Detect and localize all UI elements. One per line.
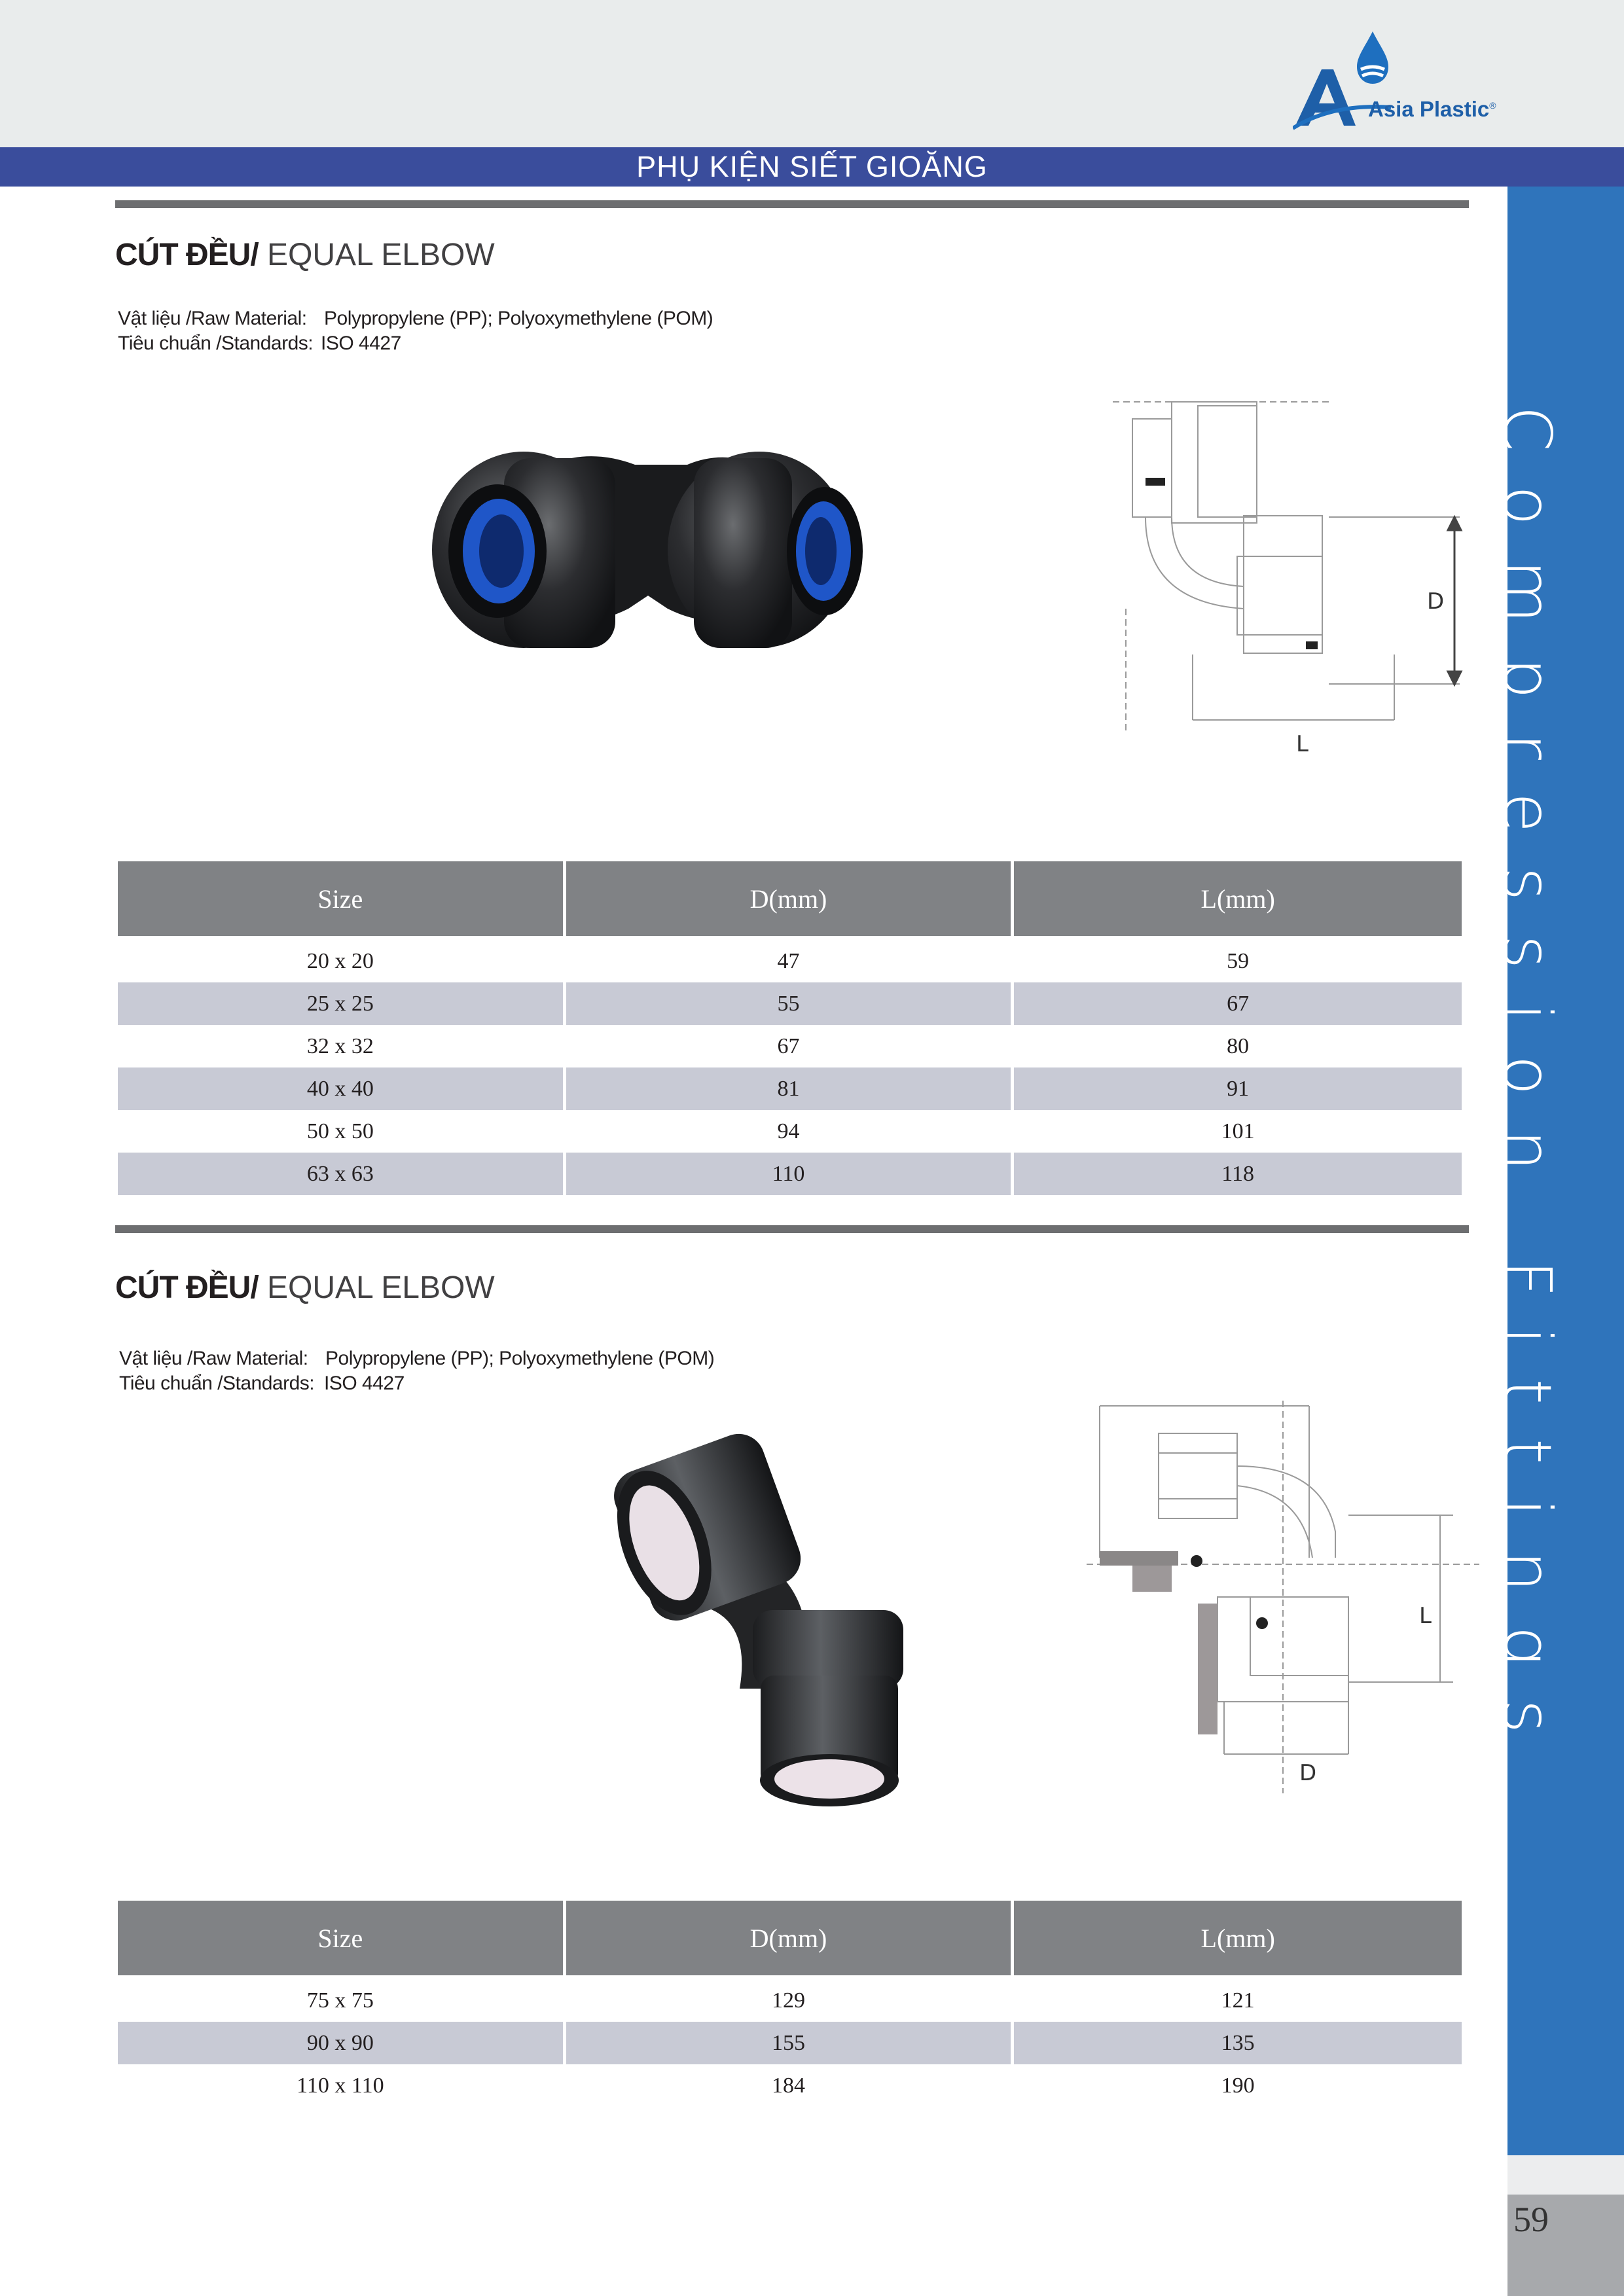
- table-cell: 110: [566, 1153, 1014, 1195]
- table-cell: 75 x 75: [118, 1979, 566, 2022]
- standard-value: ISO 4427: [321, 332, 401, 354]
- section-rule: [115, 1225, 1469, 1233]
- header-d: D(mm): [566, 861, 1014, 936]
- header-l: L(mm): [1014, 861, 1462, 936]
- table-cell: 135: [1014, 2022, 1462, 2064]
- table-row: [118, 940, 1462, 982]
- standard-label: Tiêu chuẩn /Standards:: [118, 332, 314, 354]
- table-row: [118, 2022, 1462, 2064]
- section-heading: CÚT ĐỀU/ EQUAL ELBOW: [115, 1270, 495, 1305]
- size-table: [118, 1901, 1462, 2107]
- table-cell: 40 x 40: [118, 1067, 566, 1110]
- table-cell: 90 x 90: [118, 2022, 566, 2064]
- table-cell: 50 x 50: [118, 1110, 566, 1153]
- table-row: [118, 982, 1462, 1025]
- page-number: 59: [1513, 2200, 1549, 2239]
- product-photo-elbow: [419, 439, 903, 687]
- standard-label: Tiêu chuẩn /Standards:: [119, 1372, 315, 1394]
- table-cell: 80: [1227, 1033, 1250, 1058]
- table-cell: 94: [566, 1110, 1014, 1153]
- table-cell: 101: [1221, 1119, 1255, 1143]
- header-l: L(mm): [1014, 1901, 1462, 1975]
- sidebar-divider: [1507, 2155, 1624, 2195]
- product-photo-elbow: [609, 1414, 949, 1820]
- diagram-label-l: L: [1296, 731, 1308, 757]
- table-cell: 20 x 20: [118, 940, 566, 982]
- table-cell: 67: [566, 1025, 1014, 1067]
- standard-value: ISO 4427: [324, 1372, 405, 1394]
- table-cell: 155: [566, 2022, 1014, 2064]
- table-header: [118, 861, 1462, 936]
- diagram-label-d: D: [1427, 588, 1445, 615]
- table-cell: 55: [566, 982, 1014, 1025]
- logo-letter-a: [1295, 69, 1356, 126]
- table-cell: 63 x 63: [118, 1153, 566, 1195]
- table-cell: 47: [566, 940, 1014, 982]
- section-rule: [115, 200, 1469, 208]
- table-cell: 110 x 110: [118, 2064, 566, 2107]
- table-header: [118, 1901, 1462, 1975]
- technical-drawing: [1087, 1401, 1479, 1793]
- product-specs: [119, 1346, 714, 1396]
- material-value: Polypropylene (PP); Polyoxymethylene (POM): [324, 308, 713, 329]
- brand-name: Asia Plastic®: [1368, 97, 1496, 121]
- table-row: [118, 1153, 1462, 1195]
- material-label: Vật liệu /Raw Material:: [118, 308, 307, 329]
- header-d: D(mm): [566, 1901, 1014, 1975]
- diagram-label-l: L: [1419, 1603, 1432, 1629]
- page-title: PHỤ KIỆN SIẾT GIOĂNG: [636, 150, 988, 183]
- diagram-label-d: D: [1299, 1760, 1317, 1786]
- table-row: [118, 1025, 1462, 1067]
- table-cell: 118: [1014, 1153, 1462, 1195]
- table-cell: 59: [1227, 948, 1250, 973]
- header-size: Size: [118, 1901, 566, 1975]
- table-row: [118, 2064, 1462, 2107]
- table-cell: 190: [1221, 2073, 1255, 2098]
- table-row: [118, 1979, 1462, 2022]
- product-specs: [118, 306, 713, 356]
- size-table: [118, 861, 1462, 1195]
- table-cell: 32 x 32: [118, 1025, 566, 1067]
- table-cell: 67: [1014, 982, 1462, 1025]
- section-heading: CÚT ĐỀU/ EQUAL ELBOW: [115, 238, 495, 272]
- table-cell: 184: [566, 2064, 1014, 2107]
- table-row: [118, 1067, 1462, 1110]
- table-cell: 81: [566, 1067, 1014, 1110]
- material-label: Vật liệu /Raw Material:: [119, 1348, 308, 1369]
- table-cell: 129: [566, 1979, 1014, 2022]
- technical-drawing: [1106, 393, 1473, 759]
- material-value: Polypropylene (PP); Polyoxymethylene (POM): [325, 1348, 715, 1369]
- table-cell: 25 x 25: [118, 982, 566, 1025]
- table-cell: 121: [1221, 1988, 1255, 2013]
- table-cell: 91: [1014, 1067, 1462, 1110]
- header-size: Size: [118, 861, 566, 936]
- table-row: [118, 1110, 1462, 1153]
- water-drop-icon: [1357, 31, 1388, 84]
